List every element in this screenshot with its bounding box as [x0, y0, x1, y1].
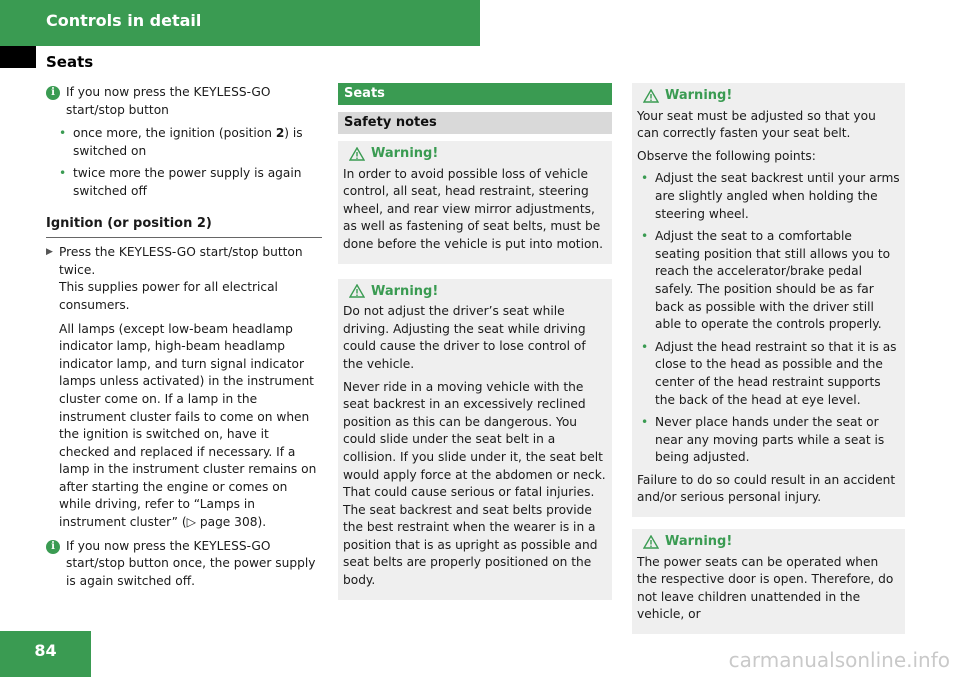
step-paragraph: This supplies power for all electrical consumers. [59, 280, 278, 312]
step-arrow-icon: ▶ [46, 247, 53, 258]
warning-box [338, 141, 612, 264]
warning-text: The power seats can be operated when the respective door is open. Therefore, do not leave children unattended in the vehicle, or [637, 554, 894, 622]
list-item: • once more, the ignition (position 2) is switched on [59, 125, 322, 160]
info-text: If you now press the KEYLESS-GO start/stop button [66, 85, 271, 117]
info-text: If you now press the KEYLESS-GO start/stop button once, the power supply is again switched off. [66, 538, 316, 588]
list-item: • Adjust the seat backrest until your arms are slightly angled when holding the steering wheel. [641, 170, 900, 223]
watermark: carmanualsonline.info [728, 648, 950, 672]
info-icon: i [46, 86, 60, 100]
list-item: • twice more the power supply is again switched off [59, 165, 322, 200]
section-tab-marker [0, 46, 36, 68]
subsection-heading: Ignition (or position 2) [46, 215, 322, 239]
list-item: • Adjust the seat to a comfortable seating position that still allows you to reach the accelerator/brake pedal safely. The position should be as far back as possible with the driver still able to operate the controls properly. [641, 228, 900, 334]
info-note [46, 538, 322, 591]
section-title: Seats [46, 53, 94, 71]
warning-box [632, 83, 905, 517]
warning-text: Do not adjust the driver’s seat while driving. Adjusting the seat while driving could cause the driver to lose control of the vehicle. [343, 304, 586, 371]
list-item: • Adjust the head restraint so that it is as close to the head as possible and the center of the head restraint supports the back of the head at eye level. [641, 339, 900, 409]
left-column [46, 84, 322, 596]
info-note [46, 84, 322, 119]
warning-text: In order to avoid possible loss of vehicle control, all seat, head restraint, steering wheel, and rear view mirror adjustments, as well as fastening of seat belts, must be done before the vehicle is put into motion. [343, 166, 604, 251]
warning-box [632, 529, 905, 634]
warning-text: Failure to do so could result in an accident and/or serious personal injury. [637, 472, 896, 505]
warning-box [338, 279, 612, 600]
warning-heading: Warning! [643, 533, 900, 551]
info-icon: i [46, 540, 60, 554]
middle-column [338, 83, 612, 600]
header-title: Controls in detail [46, 11, 202, 30]
chapter-bar: Seats [338, 83, 612, 105]
step-text: Press the KEYLESS-GO start/stop button twice. [59, 245, 303, 277]
right-column [632, 83, 905, 634]
warning-triangle-icon [349, 284, 365, 298]
warning-triangle-icon [643, 535, 659, 549]
list-item: • Never place hands under the seat or near any moving parts while a seat is being adjusted. [641, 414, 900, 467]
warning-text: Observe the following points: [637, 148, 816, 163]
warning-heading: Warning! [349, 145, 607, 163]
instruction-step [46, 244, 322, 532]
subsection-bar: Safety notes [338, 112, 612, 134]
warning-text: Your seat must be adjusted so that you can correctly fasten your seat belt. [637, 108, 876, 141]
warning-triangle-icon [643, 89, 659, 103]
warning-heading: Warning! [349, 283, 607, 301]
warning-text: Never ride in a moving vehicle with the seat backrest in an excessively reclined position as this can be dangerous. You could slide under the seat belt in a collision. If you slide under it, the seat belt would apply force at the abdomen or neck. That could cause serious or fatal injuries. The seat backrest and seat belts provide the best restraint when the wearer is in a position that is as upright as possible and seat belts are properly positioned on the body. [343, 379, 606, 588]
page-number: 84 [34, 641, 57, 660]
step-paragraph: All lamps (except low-beam headlamp indicator lamp, high-beam headlamp indicator lamp, and turn signal indicator lamps unless activated) in the instrument cluster come on. If a lamp in the instrument cluster fails to come on when the ignition is switched on, have it checked and replaced if necessary. If a lamp in the instrument cluster remains on after starting the engine or comes on while driving, refer to “Lamps in instrument cluster” (▷ page 308). [59, 321, 317, 530]
warning-triangle-icon [349, 147, 365, 161]
warning-heading: Warning! [643, 87, 900, 105]
